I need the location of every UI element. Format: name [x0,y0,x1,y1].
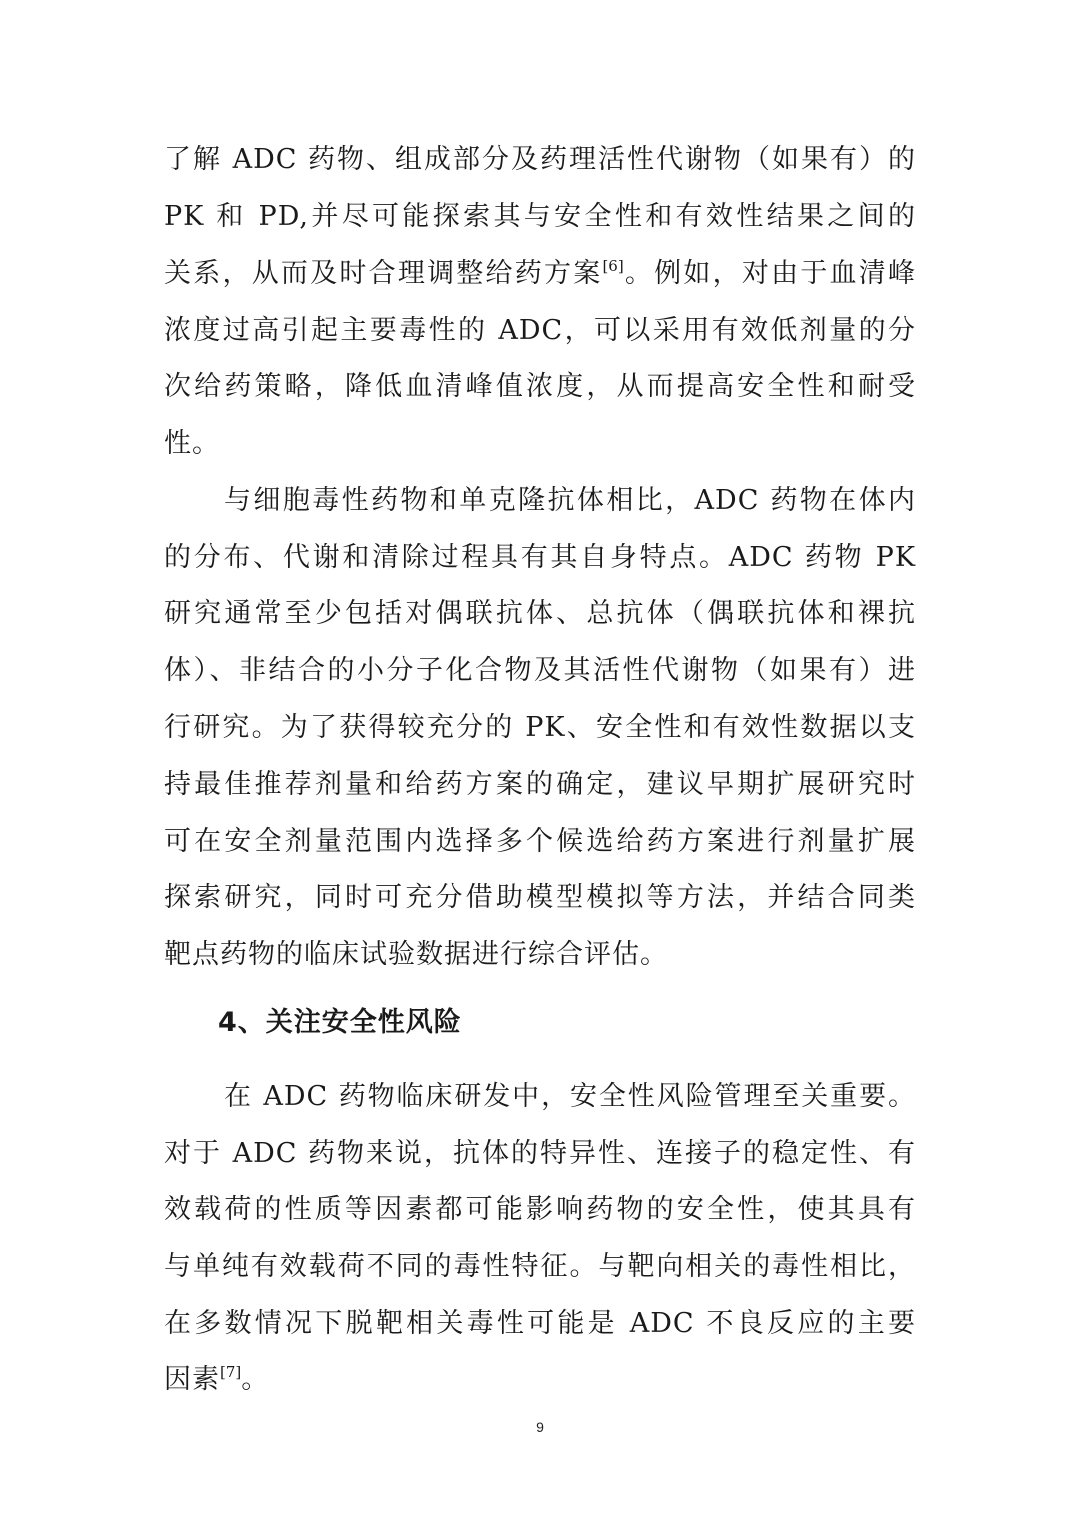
paragraph-line [164,254,916,294]
paragraph-line: 与单纯有效载荷不同的毒性特征。与靶向相关的毒性相比， [164,1251,916,1282]
paragraph-line: 了解 ADC 药物、组成部分及药理活性代谢物（如果有）的 [164,144,916,175]
paragraph-line: 性。 [164,428,220,459]
paragraph-line: 体）、非结合的小分子化合物及其活性代谢物（如果有）进 [164,655,916,686]
text-segment: 因素 [164,1364,220,1395]
paragraph-line: 持最佳推荐剂量和给药方案的确定，建议早期扩展研究时 [164,769,916,800]
paragraph-line: 在 ADC 药物临床研发中，安全性风险管理至关重要。 [224,1081,916,1112]
paragraph-line: 对于 ADC 药物来说，抗体的特异性、连接子的稳定性、有 [164,1138,916,1169]
text-segment: 关系，从而及时合理调整给药方案 [164,258,603,289]
section-heading: 4、关注安全性风险 [218,1007,462,1038]
paragraph-line: 与细胞毒性药物和单克隆抗体相比，ADC 药物在体内 [224,485,916,516]
paragraph-line: 行研究。为了获得较充分的 PK、安全性和有效性数据以支 [164,712,916,743]
text-segment: 。例如，对由于血清峰 [623,258,917,289]
page-number: 9 [536,1419,544,1435]
paragraph-line: 探索研究，同时可充分借助模型模拟等方法，并结合同类 [164,882,916,913]
paragraph-line: 效载荷的性质等因素都可能影响药物的安全性，使其具有 [164,1194,916,1225]
paragraph-line: PK 和 PD,并尽可能探索其与安全性和有效性结果之间的 [164,201,916,232]
paragraph-line: 浓度过高引起主要毒性的 ADC，可以采用有效低剂量的分 [164,315,916,346]
paragraph-line: 在多数情况下脱靶相关毒性可能是 ADC 不良反应的主要 [164,1308,916,1339]
paragraph-line: 的分布、代谢和清除过程具有其自身特点。ADC 药物 PK [164,542,916,573]
paragraph-line [164,1360,916,1400]
paragraph-line: 次给药策略，降低血清峰值浓度，从而提高安全性和耐受 [164,371,916,402]
paragraph-line: 可在安全剂量范围内选择多个候选给药方案进行剂量扩展 [164,826,916,857]
citation-reference: [6] [602,257,624,275]
citation-reference: [7] [220,1363,242,1381]
paragraph-line: 靶点药物的临床试验数据进行综合评估。 [164,939,668,970]
text-segment: 。 [241,1364,270,1395]
paragraph-line: 研究通常至少包括对偶联抗体、总抗体（偶联抗体和裸抗 [164,598,916,629]
